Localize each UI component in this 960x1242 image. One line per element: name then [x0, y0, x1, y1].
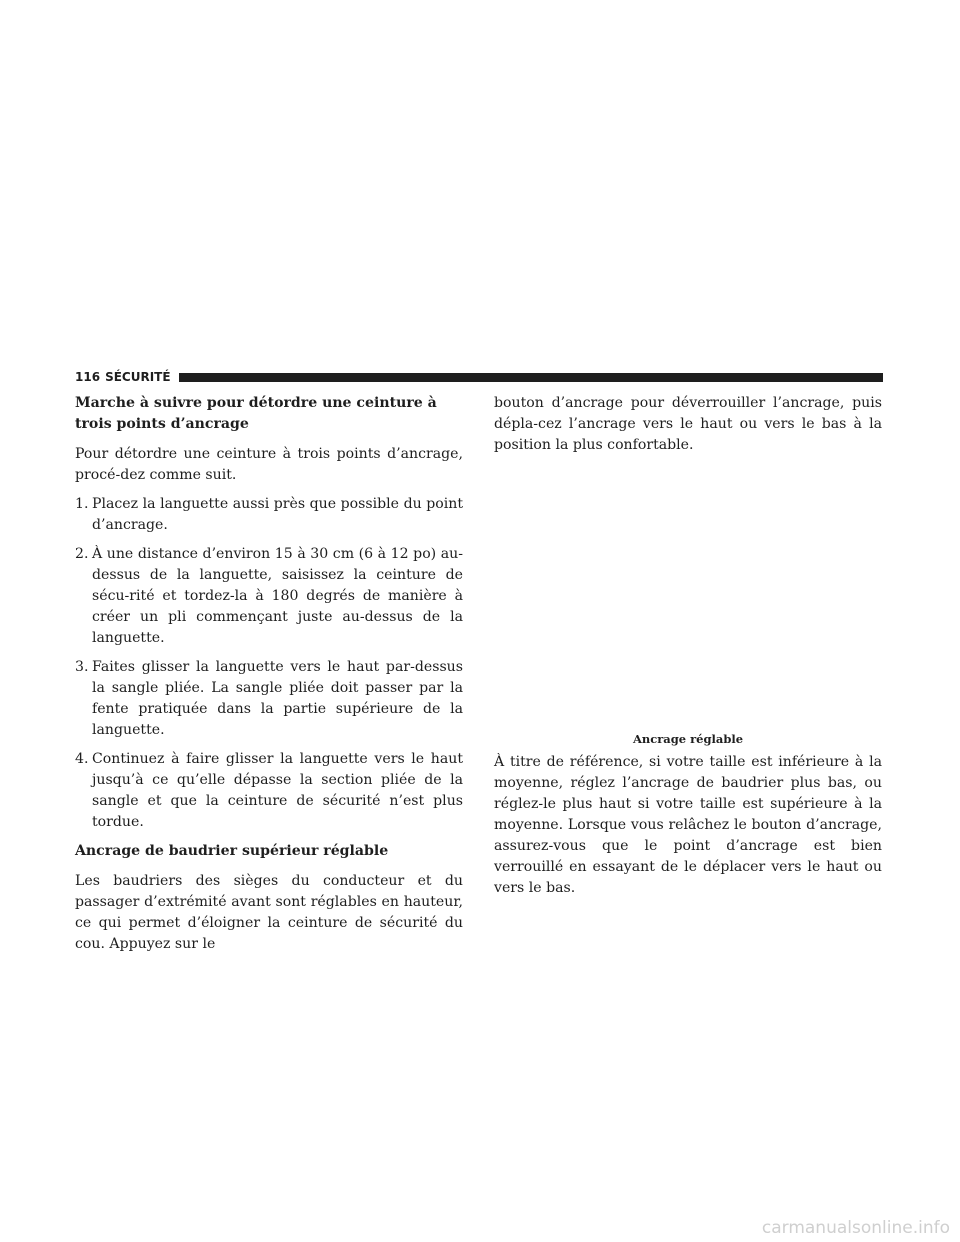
heading-adjustable-anchor: Ancrage de baudrier supérieur réglable — [75, 843, 389, 859]
step-text: Placez la languette aussi près que possible du point d’ancrage. — [92, 496, 463, 533]
step-number: 4. — [75, 751, 89, 767]
page-header — [75, 369, 883, 385]
step-number: 1. — [75, 496, 89, 512]
reference-paragraph: À titre de référence, si votre taille est inférieure à la moyenne, réglez l’ancrage de baudrier plus bas, ou réglez-le plus haut si votre taille est supérieure à la moyenne. Lorsque vous relâchez le bouton d’ancrage, assurez-vous que le point d’ancrage est bien verrouillé en essayant de le déplacer vers le haut ou vers le bas. — [494, 754, 882, 896]
step-text: À une distance d’environ 15 à 30 cm (6 à 12 po) au-dessus de la languette, saisissez la ceinture de sécu-rité et tordez-la à 180 degrés de manière à créer un pli commençant juste au-dessus de la languette. — [92, 546, 463, 646]
watermark: carmanualsonline.info — [761, 1218, 950, 1238]
step-item — [75, 749, 463, 833]
step-number: 3. — [75, 659, 89, 675]
figure-placeholder — [494, 464, 882, 729]
left-column — [75, 393, 463, 963]
heading-untwist-procedure: Marche à suivre pour détordre une ceinture à trois points d’ancrage — [75, 395, 437, 432]
step-text: Continuez à faire glisser la languette vers le haut jusqu’à ce qu’elle dépasse la section pliée de la sangle et que la ceinture de sécurité n’est plus tordue. — [92, 751, 463, 830]
page-number: 116 — [75, 370, 101, 384]
section-title: SÉCURITÉ — [105, 370, 171, 384]
right-column — [494, 393, 882, 907]
step-item — [75, 657, 463, 741]
step-text: Faites glisser la languette vers le haut par-dessus la sangle pliée. La sangle pliée doit passer par la fente pratiquée dans la partie supérieure de la languette. — [92, 659, 463, 738]
step-item — [75, 494, 463, 536]
header-rule — [179, 373, 883, 382]
figure-caption: Ancrage réglable — [632, 732, 744, 746]
steps-list — [75, 494, 463, 833]
continued-paragraph: bouton d’ancrage pour déverrouiller l’ancrage, puis dépla-cez l’ancrage vers le haut ou vers le bas à la position la plus confortable. — [494, 395, 882, 453]
intro-paragraph: Pour détordre une ceinture à trois points d’ancrage, procé-dez comme suit. — [75, 446, 463, 483]
step-item — [75, 544, 463, 649]
adjustable-anchor-paragraph: Les baudriers des sièges du conducteur et du passager d’extrémité avant sont réglables en hauteur, ce qui permet d’éloigner la ceinture de sécurité du cou. Appuyez sur le — [75, 873, 463, 952]
step-number: 2. — [75, 546, 89, 562]
